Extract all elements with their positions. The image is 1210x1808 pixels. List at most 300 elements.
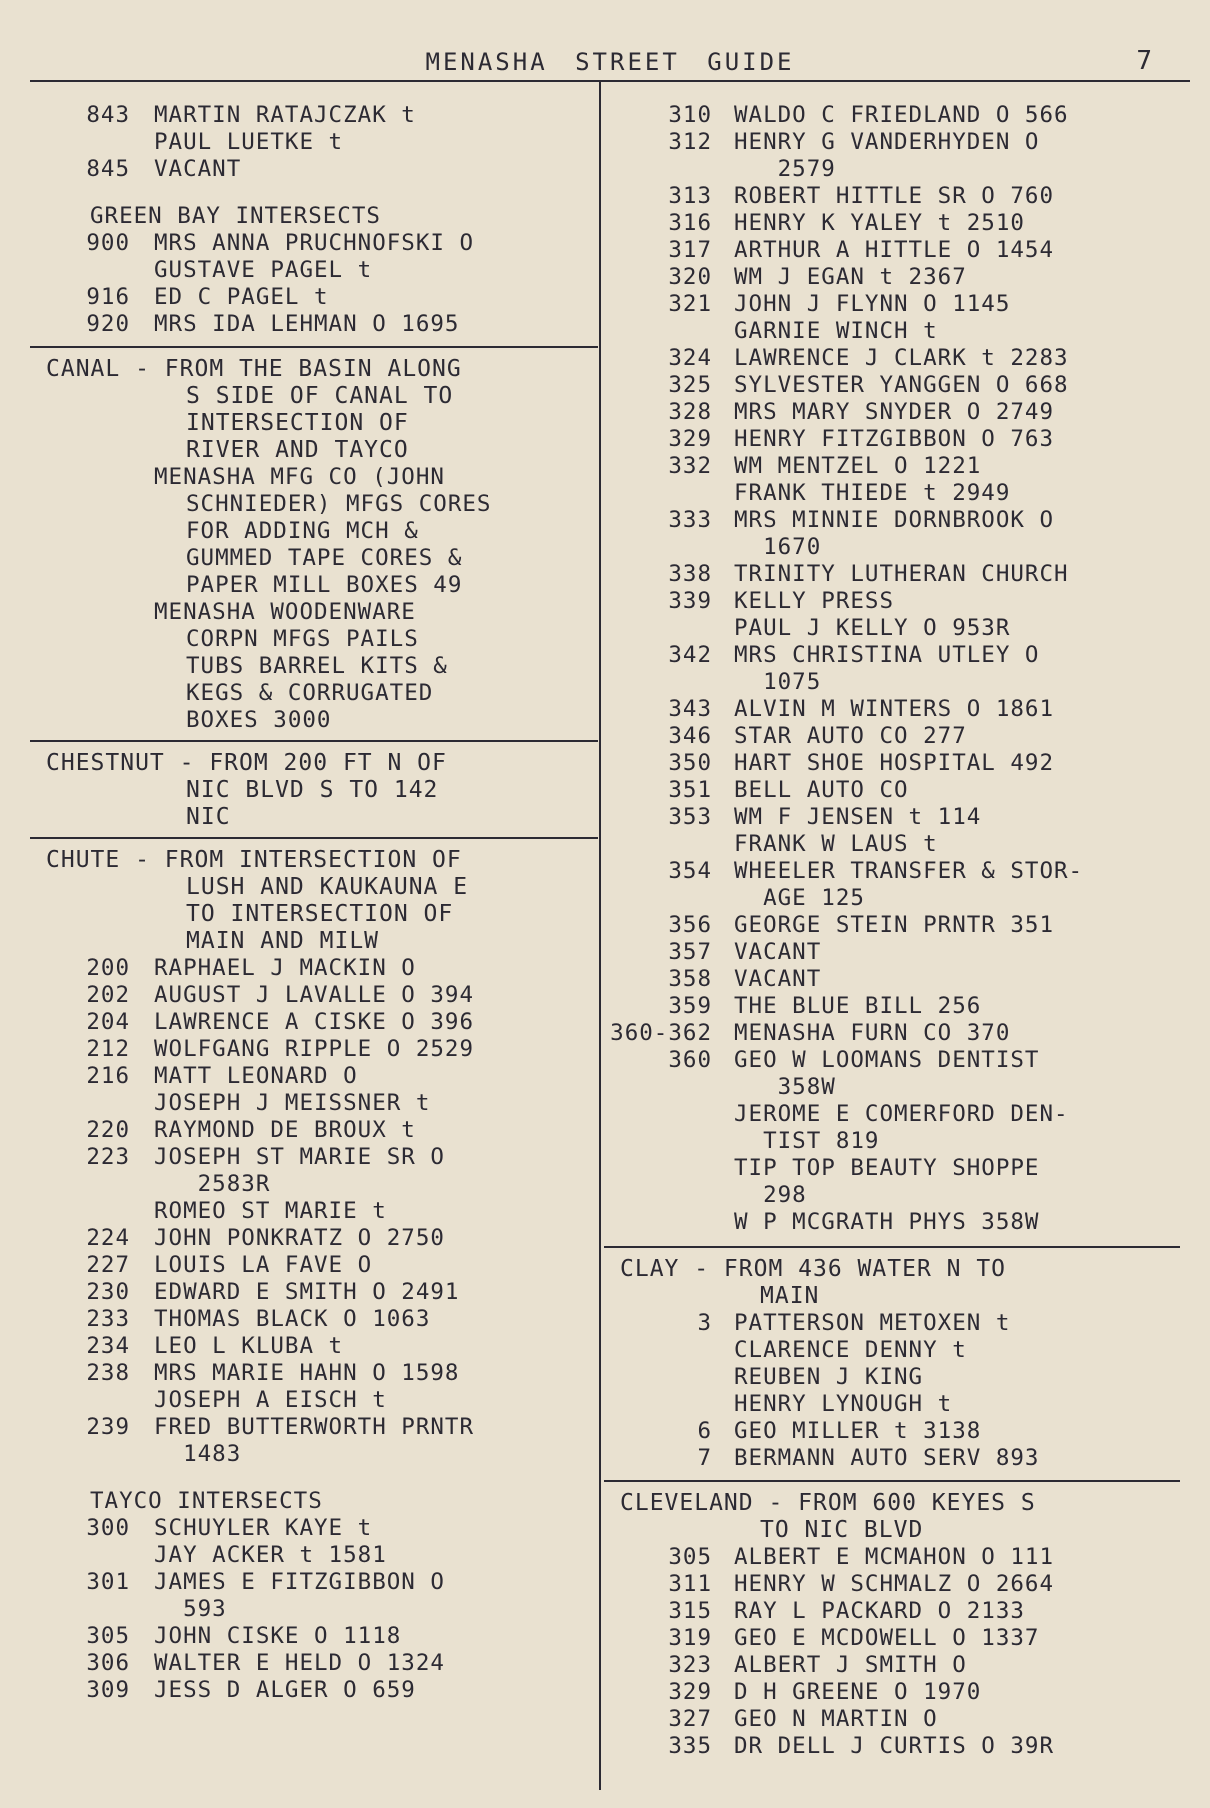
green-bay-note: GREEN BAY INTERSECTS — [90, 203, 381, 229]
list-item — [604, 939, 1180, 966]
house-number: 202 — [86, 982, 130, 1008]
chute-section — [30, 847, 598, 1704]
house-number: 358 — [668, 966, 712, 992]
resident-entry: GARNIE WINCH t — [734, 318, 938, 344]
list-item — [30, 1225, 598, 1252]
list-item — [30, 1569, 598, 1596]
resident-entry: HENRY FITZGIBBON O 763 — [734, 426, 1055, 452]
house-number: 227 — [86, 1252, 130, 1278]
list-item — [30, 1333, 598, 1360]
house-number: 353 — [668, 804, 712, 830]
business-entry: GUMMED TAPE CORES & — [186, 545, 463, 571]
house-number: 356 — [668, 912, 712, 938]
resident-entry: GEO N MARTIN O — [734, 1706, 938, 1732]
resident-entry: THOMAS BLACK O 1063 — [154, 1306, 431, 1332]
canal-entries — [30, 464, 598, 734]
resident-entry: ROMEO ST MARIE t — [154, 1198, 387, 1224]
list-item — [604, 885, 1180, 912]
resident-entry: AUGUST J LAVALLE O 394 — [154, 982, 475, 1008]
list-item — [604, 615, 1180, 642]
resident-entry: 1075 — [734, 669, 822, 695]
section-divider — [30, 740, 598, 742]
list-item — [30, 1387, 598, 1414]
resident-entry: 593 — [154, 1596, 227, 1622]
resident-entry: PAUL J KELLY O 953R — [734, 615, 1011, 641]
resident-entry: WHEELER TRANSFER & STOR- — [734, 858, 1084, 884]
house-number: 6 — [697, 1418, 712, 1444]
list-item — [604, 1310, 1180, 1337]
list-item — [30, 257, 598, 284]
house-number — [30, 1596, 154, 1623]
list-item — [30, 1623, 598, 1650]
house-number: 329 — [668, 1679, 712, 1705]
list-item — [604, 993, 1180, 1020]
resident-entry: D H GREENE O 1970 — [734, 1679, 982, 1705]
house-number: 233 — [86, 1306, 130, 1332]
house-number — [604, 156, 734, 183]
house-number: 339 — [668, 588, 712, 614]
resident-entry: LEO L KLUBA t — [154, 1333, 344, 1359]
list-item — [604, 372, 1180, 399]
street-heading: CANAL - FROM THE BASIN ALONG — [46, 356, 462, 382]
house-number — [604, 1364, 734, 1391]
house-number: 305 — [86, 1623, 130, 1649]
list-item — [30, 1677, 598, 1704]
resident-entry: WM J EGAN t 2367 — [734, 264, 967, 290]
resident-entry: 358W — [734, 1074, 836, 1100]
house-number — [30, 1441, 154, 1468]
house-number: 200 — [86, 955, 130, 981]
list-item — [604, 588, 1180, 615]
house-number: 238 — [86, 1360, 130, 1386]
house-number — [30, 1090, 154, 1117]
list-item — [604, 399, 1180, 426]
list-item — [604, 507, 1180, 534]
resident-entry: RAPHAEL J MACKIN O — [154, 955, 416, 981]
list-item — [30, 1441, 598, 1468]
resident-entry: GEO MILLER t 3138 — [734, 1418, 982, 1444]
list-item — [30, 1360, 598, 1387]
resident-entry: VACANT — [734, 939, 822, 965]
street-heading: CLAY - FROM 436 WATER N TO — [620, 1256, 1007, 1282]
list-item — [604, 1445, 1180, 1472]
clay-head — [604, 1256, 1180, 1310]
list-item — [30, 1252, 598, 1279]
resident-entry: WM MENTZEL O 1221 — [734, 453, 982, 479]
list-item — [30, 955, 598, 982]
list-item — [604, 1652, 1180, 1679]
section-divider — [30, 837, 598, 839]
resident-entry: SYLVESTER YANGGEN O 668 — [734, 372, 1069, 398]
list-item — [604, 669, 1180, 696]
resident-entry: JAMES E FITZGIBBON O — [154, 1569, 445, 1595]
house-number: 332 — [668, 453, 712, 479]
resident-entry: JEROME E COMERFORD DEN- — [734, 1101, 1069, 1127]
house-number: 216 — [86, 1063, 130, 1089]
resident-entry: WM F JENSEN t 114 — [734, 804, 982, 830]
house-number — [30, 1171, 154, 1198]
house-number — [604, 1391, 734, 1418]
resident-entry: WALTER E HELD O 1324 — [154, 1650, 445, 1676]
house-number: 239 — [86, 1414, 130, 1440]
list-item — [604, 426, 1180, 453]
house-number: 315 — [668, 1598, 712, 1624]
resident-entry: AGE 125 — [734, 885, 865, 911]
list-item — [30, 1596, 598, 1623]
chute-head — [30, 847, 598, 955]
list-item — [604, 858, 1180, 885]
resident-entry: WALDO C FRIEDLAND O 566 — [734, 102, 1069, 128]
business-entry: SCHNIEDER) MFGS CORES — [186, 491, 492, 517]
resident-entry: RAYMOND DE BROUX t — [154, 1117, 416, 1143]
list-item — [604, 129, 1180, 156]
left-column — [30, 102, 598, 1704]
list-item — [604, 183, 1180, 210]
house-number — [30, 1542, 154, 1569]
resident-entry: HENRY K YALEY t 2510 — [734, 210, 1025, 236]
business-entry: CORPN MFGS PAILS — [186, 626, 419, 652]
list-item — [604, 237, 1180, 264]
resident-entry: GEORGE STEIN PRNTR 351 — [734, 912, 1055, 938]
list-item — [30, 1542, 598, 1569]
house-number: 351 — [668, 777, 712, 803]
resident-entry: PAUL LUETKE t — [154, 129, 344, 155]
list-item — [604, 1571, 1180, 1598]
list-item — [604, 1182, 1180, 1209]
list-item — [604, 750, 1180, 777]
list-item — [30, 1063, 598, 1090]
house-number: 7 — [697, 1445, 712, 1471]
house-number: 329 — [668, 426, 712, 452]
resident-entry: JOSEPH ST MARIE SR O — [154, 1144, 445, 1170]
house-number: 312 — [668, 129, 712, 155]
house-number: 313 — [668, 183, 712, 209]
resident-entry: WOLFGANG RIPPLE O 2529 — [154, 1036, 475, 1062]
resident-entry: SCHUYLER KAYE t — [154, 1515, 373, 1541]
list-item — [30, 1009, 598, 1036]
list-item — [30, 1117, 598, 1144]
house-number — [30, 129, 154, 156]
resident-entry: 2579 — [734, 156, 836, 182]
house-number: 843 — [86, 102, 130, 128]
resident-entry: CLARENCE DENNY t — [734, 1337, 967, 1363]
resident-entry: 2583R — [154, 1171, 271, 1197]
list-item — [604, 210, 1180, 237]
resident-entry: 298 — [734, 1182, 807, 1208]
list-item — [604, 1047, 1180, 1074]
street-heading-continued: LUSH AND KAUKAUNA E — [186, 874, 469, 900]
canal-head — [30, 356, 598, 464]
house-number — [604, 1155, 734, 1182]
resident-entry: LAWRENCE J CLARK t 2283 — [734, 345, 1069, 371]
list-item — [604, 264, 1180, 291]
house-number: 342 — [668, 642, 712, 668]
resident-entry: MRS MINNIE DORNBROOK O — [734, 507, 1055, 533]
business-entry: BOXES 3000 — [186, 707, 332, 733]
house-number: 220 — [86, 1117, 130, 1143]
street-heading-continued: TO INTERSECTION OF — [186, 901, 454, 927]
list-item — [604, 1679, 1180, 1706]
list-item — [30, 156, 598, 183]
house-number: 343 — [668, 696, 712, 722]
business-entry: MENASHA MFG CO (JOHN — [154, 464, 445, 490]
list-item — [604, 1625, 1180, 1652]
page-number: 7 — [1136, 46, 1152, 76]
resident-entry: HART SHOE HOSPITAL 492 — [734, 750, 1055, 776]
house-number: 301 — [86, 1569, 130, 1595]
resident-entry: TIST 819 — [734, 1128, 880, 1154]
house-number: 320 — [668, 264, 712, 290]
house-number: 325 — [668, 372, 712, 398]
list-item — [604, 831, 1180, 858]
house-number — [30, 1387, 154, 1414]
house-number — [604, 1337, 734, 1364]
resident-entry: MARTIN RATAJCZAK t — [154, 102, 416, 128]
resident-entry: FRANK W LAUS t — [734, 831, 938, 857]
resident-entry: GUSTAVE PAGEL t — [154, 257, 373, 283]
resident-entry: EDWARD E SMITH O 2491 — [154, 1279, 460, 1305]
house-number: 360 — [668, 1047, 712, 1073]
list-item — [30, 1279, 598, 1306]
house-number — [604, 1128, 734, 1155]
list-item — [30, 1171, 598, 1198]
street-heading: CHESTNUT - FROM 200 FT N OF — [46, 750, 447, 776]
list-item — [30, 129, 598, 156]
resident-entry: JAY ACKER t 1581 — [154, 1542, 387, 1568]
list-item — [30, 1144, 598, 1171]
list-item — [604, 1128, 1180, 1155]
cleveland-section — [604, 1490, 1180, 1760]
house-number: 319 — [668, 1625, 712, 1651]
resident-entry: JESS D ALGER O 659 — [154, 1677, 416, 1703]
right-column — [604, 102, 1180, 1760]
house-number: 310 — [668, 102, 712, 128]
list-item — [30, 1306, 598, 1333]
house-number: 359 — [668, 993, 712, 1019]
resident-entry: ALVIN M WINTERS O 1861 — [734, 696, 1055, 722]
resident-entry: MATT LEONARD O — [154, 1063, 358, 1089]
house-number: 900 — [86, 230, 130, 256]
list-item — [30, 1650, 598, 1677]
section-divider — [604, 1246, 1180, 1248]
house-number — [604, 480, 734, 507]
chute-entries-2 — [30, 1515, 598, 1704]
resident-entry: ROBERT HITTLE SR O 760 — [734, 183, 1055, 209]
resident-entry: PATTERSON METOXEN t — [734, 1310, 1011, 1336]
list-item — [604, 1364, 1180, 1391]
street-heading-continued: NIC BLVD S TO 142 — [186, 777, 439, 803]
chute-entries — [30, 955, 598, 1468]
resident-entry: MRS MARY SNYDER O 2749 — [734, 399, 1055, 425]
list-item — [604, 561, 1180, 588]
resident-entry: ARTHUR A HITTLE O 1454 — [734, 237, 1055, 263]
house-number — [604, 1182, 734, 1209]
resident-entry: ALBERT E MCMAHON O 111 — [734, 1544, 1055, 1570]
house-number: 360-362 — [610, 1020, 712, 1046]
house-number: 306 — [86, 1650, 130, 1676]
clay-section — [604, 1256, 1180, 1472]
resident-entry: BELL AUTO CO — [734, 777, 909, 803]
house-number: 316 — [668, 210, 712, 236]
resident-entry: TIP TOP BEAUTY SHOPPE — [734, 1155, 1040, 1181]
resident-entry: DR DELL J CURTIS O 39R — [734, 1733, 1055, 1759]
list-item — [604, 102, 1180, 129]
house-number: 223 — [86, 1144, 130, 1170]
resident-entry: STAR AUTO CO 277 — [734, 723, 967, 749]
list-item — [30, 1515, 598, 1542]
list-item — [604, 642, 1180, 669]
list-item — [604, 453, 1180, 480]
list-item — [30, 102, 598, 129]
list-item — [604, 1209, 1180, 1236]
clay-entries — [604, 1310, 1180, 1472]
house-number: 300 — [86, 1515, 130, 1541]
resident-entry: VACANT — [154, 156, 242, 182]
resident-entry: JOHN CISKE O 1118 — [154, 1623, 402, 1649]
house-number: 311 — [668, 1571, 712, 1597]
resident-entry: JOHN PONKRATZ O 2750 — [154, 1225, 445, 1251]
house-number: 3 — [697, 1310, 712, 1336]
resident-entry: ALBERT J SMITH O — [734, 1652, 967, 1678]
street-heading-continued: MAIN AND MILW — [186, 928, 380, 954]
resident-entry: MRS IDA LEHMAN O 1695 — [154, 311, 460, 337]
house-number: 335 — [668, 1733, 712, 1759]
street-heading: CLEVELAND - FROM 600 KEYES S — [620, 1490, 1036, 1516]
resident-entry: TRINITY LUTHERAN CHURCH — [734, 561, 1069, 587]
list-item — [604, 156, 1180, 183]
list-item — [604, 1733, 1180, 1760]
resident-entry: THE BLUE BILL 256 — [734, 993, 982, 1019]
business-entry: KEGS & CORRUGATED — [186, 680, 434, 706]
business-entry: PAPER MILL BOXES 49 — [186, 572, 463, 598]
resident-entry: MRS CHRISTINA UTLEY O — [734, 642, 1040, 668]
street-heading: CHUTE - FROM INTERSECTION OF — [46, 847, 462, 873]
resident-entry: GEO W LOOMANS DENTIST — [734, 1047, 1040, 1073]
street-heading-continued: RIVER AND TAYCO — [186, 437, 409, 463]
resident-entry: REUBEN J KING — [734, 1364, 924, 1390]
canal-section — [30, 356, 598, 734]
business-entry: TUBS BARREL KITS & — [186, 653, 448, 679]
resident-entry: MRS MARIE HAHN O 1598 — [154, 1360, 460, 1386]
resident-entry: JOHN J FLYNN O 1145 — [734, 291, 1011, 317]
list-item — [30, 230, 598, 257]
list-item — [604, 1155, 1180, 1182]
tayco-note: TAYCO INTERSECTS — [90, 1488, 323, 1514]
house-number: 346 — [668, 723, 712, 749]
house-number — [30, 257, 154, 284]
street-heading-continued: TO NIC BLVD — [760, 1517, 924, 1543]
list-item — [30, 1036, 598, 1063]
list-item — [604, 912, 1180, 939]
house-number: 328 — [668, 399, 712, 425]
street-heading-continued: MAIN — [760, 1283, 820, 1309]
house-number: 321 — [668, 291, 712, 317]
resident-entry: RAY L PACKARD O 2133 — [734, 1598, 1025, 1624]
resident-entry: HENRY G VANDERHYDEN O — [734, 129, 1040, 155]
house-number: 920 — [86, 311, 130, 337]
house-number — [604, 318, 734, 345]
list-item — [604, 480, 1180, 507]
list-item — [604, 1337, 1180, 1364]
house-number: 338 — [668, 561, 712, 587]
house-number: 234 — [86, 1333, 130, 1359]
list-item — [604, 1391, 1180, 1418]
house-number — [604, 615, 734, 642]
house-number: 350 — [668, 750, 712, 776]
house-number: 333 — [668, 507, 712, 533]
list-item — [30, 284, 598, 311]
list-item — [604, 1020, 1180, 1047]
house-number — [604, 1209, 734, 1236]
resident-entry: BERMANN AUTO SERV 893 — [734, 1445, 1040, 1471]
resident-entry: HENRY LYNOUGH t — [734, 1391, 953, 1417]
business-entry: MENASHA WOODENWARE — [154, 599, 416, 625]
list-item — [604, 291, 1180, 318]
list-item — [604, 1101, 1180, 1128]
list-item — [604, 1418, 1180, 1445]
list-item — [30, 1198, 598, 1225]
resident-entry: 1670 — [734, 534, 822, 560]
house-number — [604, 831, 734, 858]
chestnut-head — [30, 750, 598, 831]
list-item — [604, 1544, 1180, 1571]
house-number: 357 — [668, 939, 712, 965]
house-number: 212 — [86, 1036, 130, 1062]
list-item — [30, 982, 598, 1009]
list-item — [30, 1090, 598, 1117]
resident-entry: W P MCGRATH PHYS 358W — [734, 1209, 1040, 1235]
list-item — [604, 804, 1180, 831]
column-divider — [599, 80, 601, 1790]
house-number: 324 — [668, 345, 712, 371]
house-number — [604, 1101, 734, 1128]
house-number — [604, 534, 734, 561]
list-item — [604, 1598, 1180, 1625]
house-number: 317 — [668, 237, 712, 263]
resident-entry: JOSEPH A EISCH t — [154, 1387, 387, 1413]
house-number: 323 — [668, 1652, 712, 1678]
chestnut-section — [30, 750, 598, 831]
cleveland-head — [604, 1490, 1180, 1544]
left-top-list — [30, 102, 598, 183]
resident-entry: 1483 — [154, 1441, 242, 1467]
resident-entry: MENASHA FURN CO 370 — [734, 1020, 1011, 1046]
list-item — [604, 1706, 1180, 1733]
page-header — [30, 48, 1190, 82]
house-number — [30, 1198, 154, 1225]
resident-entry: VACANT — [734, 966, 822, 992]
section-divider — [604, 1480, 1180, 1482]
resident-entry: KELLY PRESS — [734, 588, 895, 614]
resident-entry: JOSEPH J MEISSNER t — [154, 1090, 431, 1116]
resident-entry: LOUIS LA FAVE O — [154, 1252, 373, 1278]
house-number — [604, 1074, 734, 1101]
resident-entry: ED C PAGEL t — [154, 284, 329, 310]
house-number: 224 — [86, 1225, 130, 1251]
resident-entry: MRS ANNA PRUCHNOFSKI O — [154, 230, 475, 256]
street-heading-continued: NIC — [186, 804, 231, 830]
house-number: 305 — [668, 1544, 712, 1570]
list-item — [604, 777, 1180, 804]
right-top-list — [604, 102, 1180, 1236]
house-number: 327 — [668, 1706, 712, 1732]
business-entry: FOR ADDING MCH & — [186, 518, 419, 544]
list-item — [604, 318, 1180, 345]
list-item — [604, 966, 1180, 993]
left-top2-list — [30, 230, 598, 338]
list-item — [604, 1074, 1180, 1101]
list-item — [604, 534, 1180, 561]
